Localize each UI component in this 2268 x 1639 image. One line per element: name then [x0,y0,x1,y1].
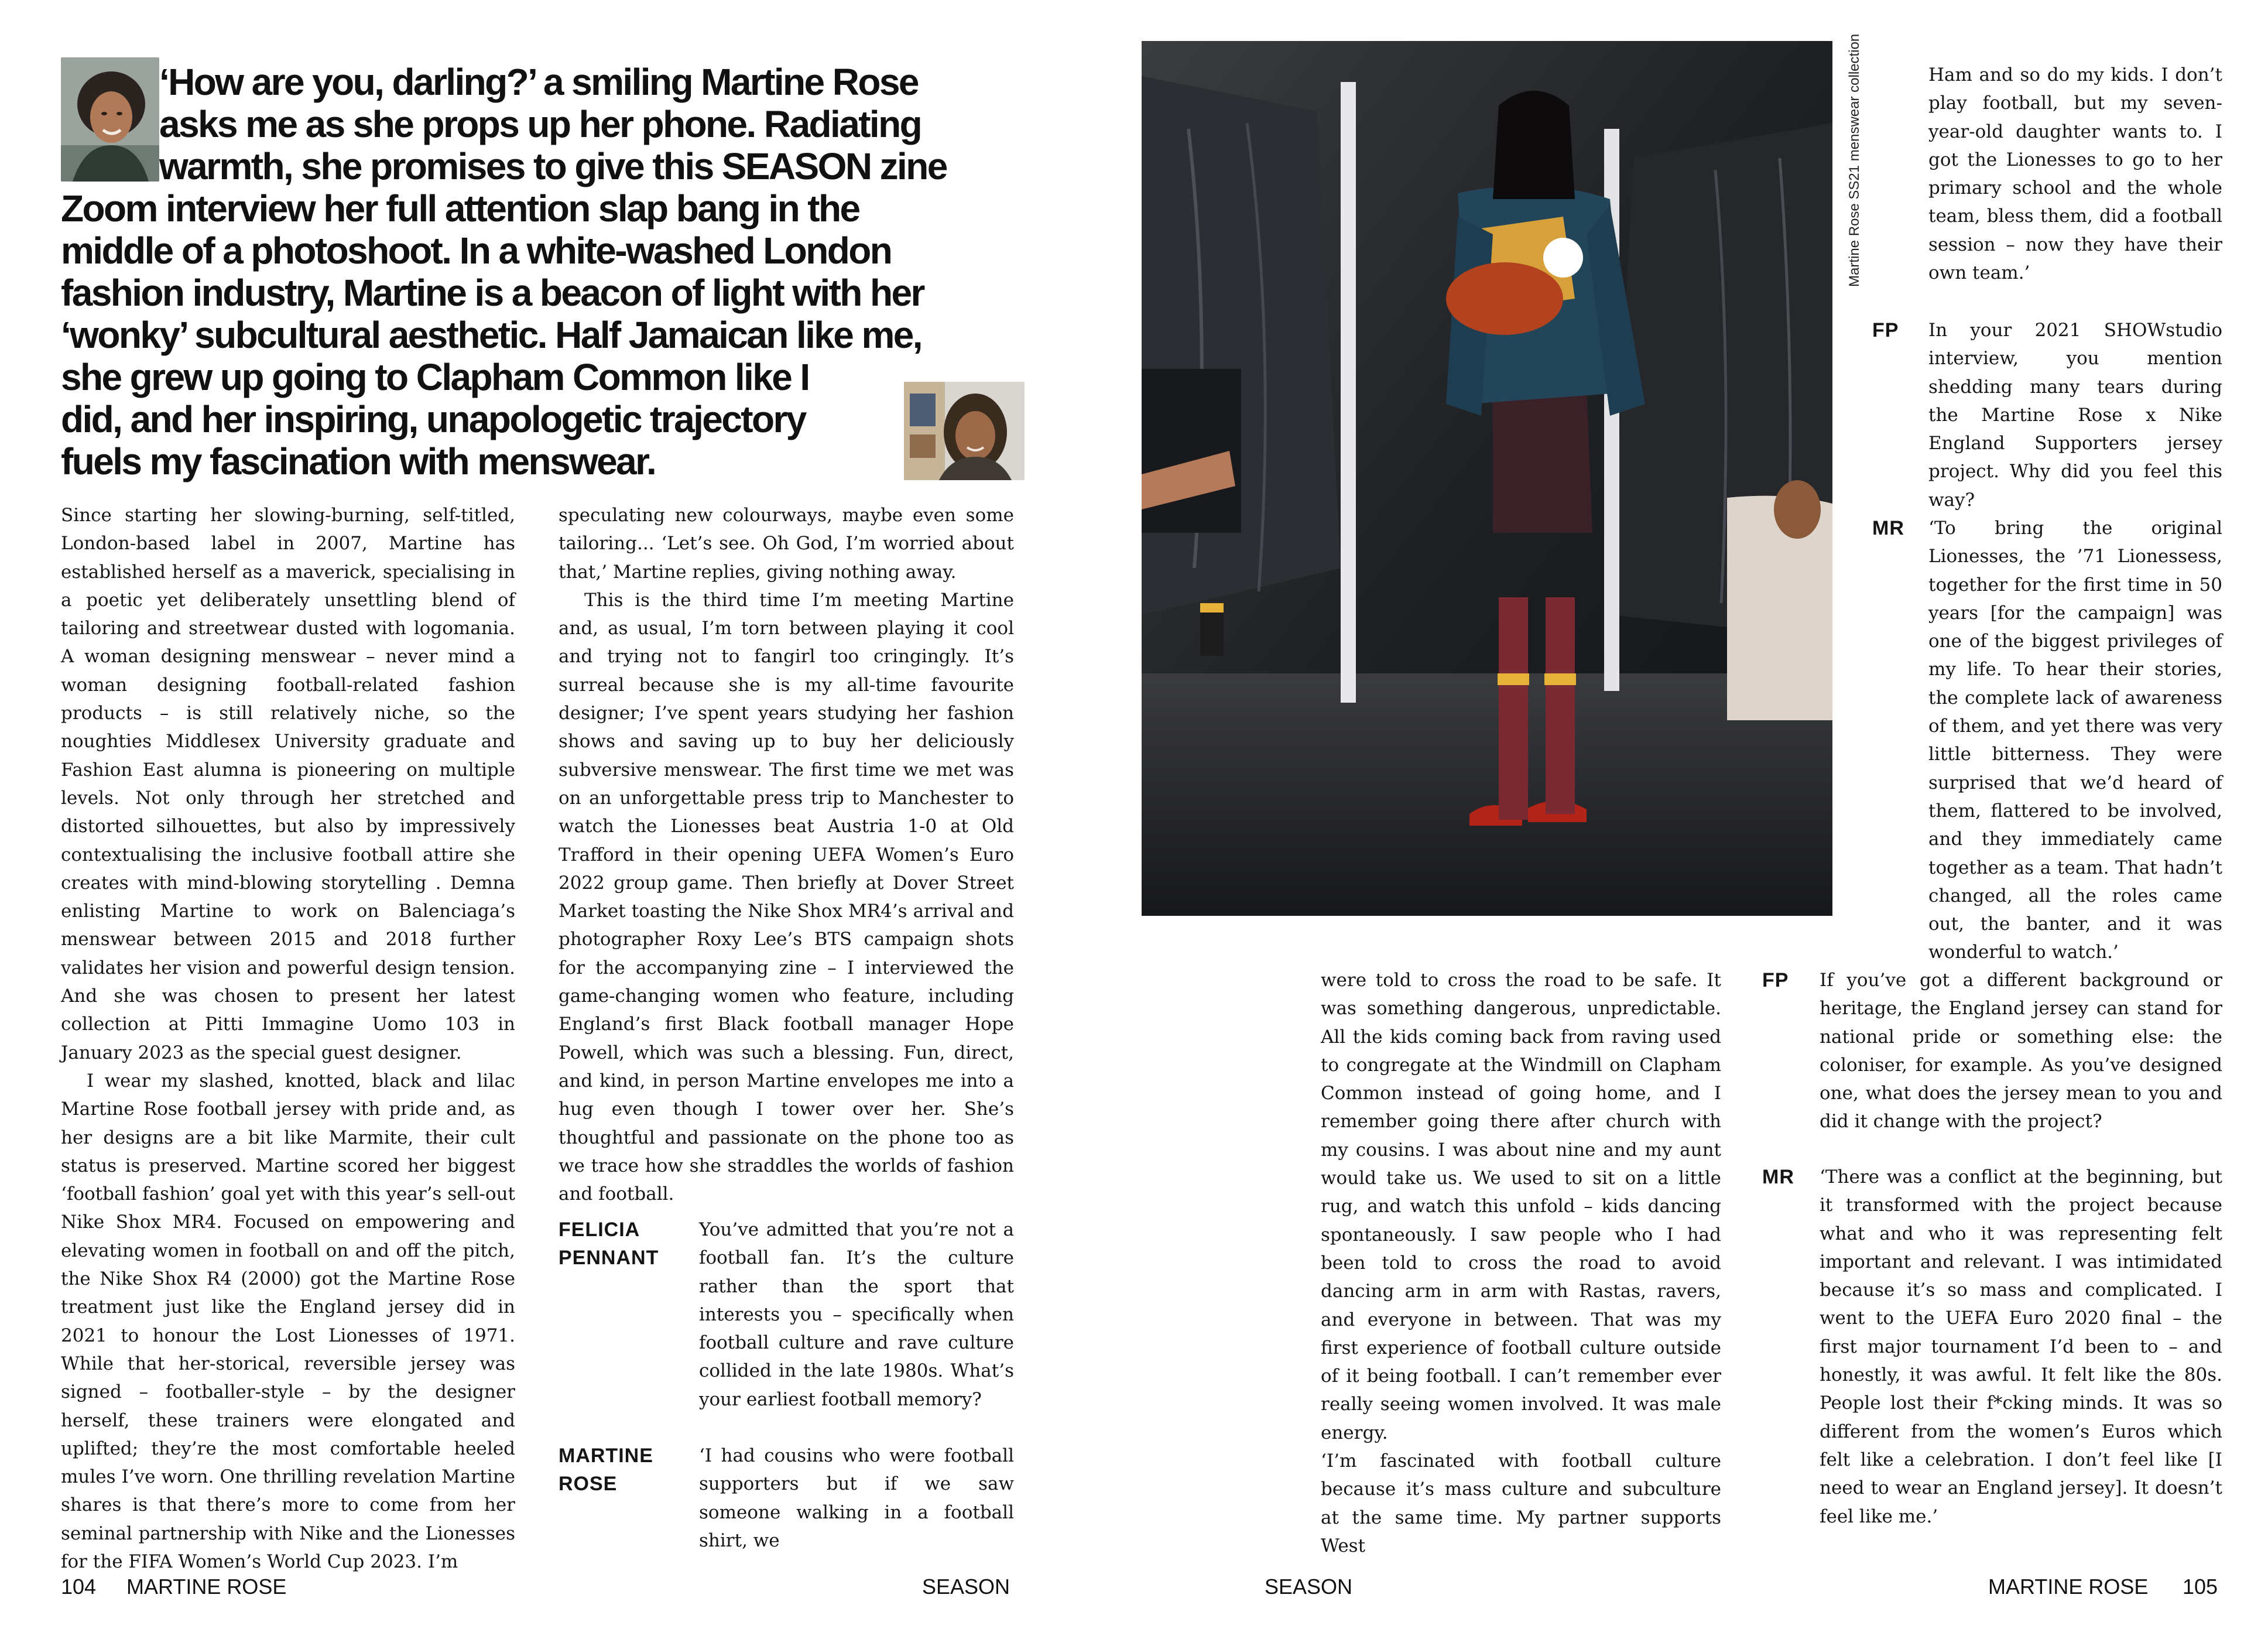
paragraph: ‘I’m fascinated with football culture because it’s mass culture and subculture at the same time. My partner supports West [1321,1450,1721,1556]
running-head-left: MARTINE ROSE [126,1575,287,1599]
answer-text: ‘I had cousins who were football supporters but if we saw someone walking in a football shirt, we [699,1445,1014,1551]
speaker-label-mr: MR [1762,1166,1794,1188]
body-column-2 [559,501,1014,1208]
speaker-label-felicia-pennant: FELICIA PENNANT [559,1219,659,1269]
intro-line: middle of a photoshoot. In a white-washed London [61,230,892,272]
intro-line: warmth, she promises to give this SEASON zine [159,145,947,187]
question-text: You’ve admitted that you’re not a football fan. It’s the culture rather than the sport that interests you – specifically when football culture and rave culture collided in the late 1980s. What’s your earliest football memory? [699,1219,1014,1410]
speaker-label-mr: MR [1872,517,1904,539]
paragraph: Since starting her slowing-burning, self-titled, London-based label in 2007, Martine has established herself as a maverick, specialising in a poetic yet deliberately unsettling blend of tailoring and streetwear dusted with logomania. A woman designing menswear – never mind a woman designing football-related fashion products – is still relatively niche, so the noughties Middlesex University graduate and Fashion East alumna is pioneering on multiple levels. Not only through her stretched and distorted silhouettes, but also by impressively contextualising the inclusive football attire she creates with mind-blowing storytelling . Demna enlisting Martine to work on Balenciaga’s menswear between 2015 and 2018 further validates her vision and powerful design tension. And she was chosen to present her latest collection at Pitti Immagine Uomo 103 in January 2023 as the special guest designer. [61,505,515,1063]
intro-line: fashion industry, Martine is a beacon of light with her [61,272,924,314]
body-column-1 [61,501,515,1576]
intro-line: ‘How are you, darling?’ a smiling Martine Rose [159,61,918,103]
photo-credit: Martine Rose SS21 menswear collection [1846,33,1862,287]
right-column-bottom-left [1321,966,1721,1560]
speaker-label-martine-rose: MARTINE ROSE [559,1445,653,1495]
answer-text: ‘To bring the original Lionesses, the ’71 Lionessess, together for the first time in 50 years [for the campaign] was one of the biggest privileges of my life. To hear their stories, the complete lack of awareness of them, and yet there was very little bitterness. They were surprised that we’d heard of them, flattered to be involved, and they immediately came together as a team. That hadn’t changed, all the roles came out, the banter, and it was wonderful to watch.’ [1928,518,2222,963]
paragraph: This is the third time I’m meeting Martine and, as usual, I’m torn between playing it cool and trying not to fangirl too cringingly. It’s surreal because she is my all-time favourite designer; I’ve spent years studying her fashion shows and saving up to buy her deliciously subversive menswear. The first time we met was on an unforgettable press trip to Manchester to watch the Lionesses beat Austria 1-0 at Old Trafford in their opening UEFA Women’s Euro 2022 group game. Then briefly at Dover Street Market toasting the Nike Shox MR4’s arrival and photographer Roxy Lee’s BTS campaign shots for the accompanying zine – I interviewed the game-changing women who feature, including England’s first Black football manager Hope Powell, which was such a blessing. Fun, direct, and kind, in person Martine envelopes me into a hug even though I tower over her. She’s thoughtful and passionate on the phone too as we trace how she straddles the worlds of fashion and football. [559,589,1014,1205]
question-text: If you’ve got a different background or heritage, the England jersey can stand for national pride or something else: the coloniser, for example. As you’ve designed one, what does the jersey mean to you and did it change with the project? [1820,970,2222,1132]
page-number-right: 105 [2183,1575,2218,1599]
page-number-left: 104 [61,1575,97,1599]
intro-line: asks me as she props up her phone. Radiating [159,103,921,145]
intro-line: ‘wonky’ subcultural aesthetic. Half Jamaican like me, [61,314,921,356]
running-head-right: MARTINE ROSE [1988,1575,2149,1599]
intro-line: she grew up going to Clapham Common like I [61,356,809,398]
intro-line: did, and her inspiring, unapologetic trajectory [61,398,806,440]
running-head-season-left: SEASON [922,1575,1010,1599]
paragraph: were told to cross the road to be safe. It was something dangerous, unpredictable. All the kids coming back from raving used to congregate at the Windmill on Clapham Common instead of going home, and I remember going there after church with my cousins. I was about nine and my aunt would take us. We used to sit on a little rug, and watch this unfold – kids dancing spontaneously. I saw people who I had been told to cross the road to avoid dancing arm in arm with Rastas, ravers, and everyone in between. That was my first experience of football culture outside of it being football. I can’t remember ever really seeing women involved. It was male energy. [1321,970,1721,1443]
paragraph: speculating new colourways, maybe even some tailoring... ‘Let’s see. Oh God, I’m worried about that,’ Martine replies, giving nothing away. [559,505,1014,583]
answer-text: ‘There was a conflict at the beginning, but it transformed with the project because what and who it was representing felt important and relevant. I was intimidated because it’s so mass and complicated. I went to the UEFA Euro 2020 final – the first major tournament I’d been to – and honestly, it was awful. It felt like the 80s. People lost their f*cking minds. It was so different from the women’s Euros which felt like a celebration. I don’t feel like [I need to wear an England jersey]. It doesn’t feel like me.’ [1820,1166,2222,1527]
intro-standfirst [61,61,1033,483]
intro-line: fuels my fascination with menswear. [61,440,656,483]
running-head-season-right: SEASON [1265,1575,1353,1599]
speaker-label-fp: FP [1762,969,1789,991]
speaker-label-fp: FP [1872,319,1899,341]
right-column-top-continuation: Ham and so do my kids. I don’t play football, but my seven-year-old daughter wants to. I got the Lionesses to go to her primary school and the whole team, bless them, did a football session – now they have their own team.’ [1928,64,2222,284]
model-photograph [1142,41,1832,916]
paragraph: I wear my slashed, knotted, black and lilac Martine Rose football jersey with pride and, as her designs are a bit like Marmite, their cult status is preserved. Martine scored her biggest ‘football fashion’ goal yet with this year’s sell-out Nike Shox MR4. Focused on empowering and elevating women in football on and off the pitch, the Nike Shox R4 (2000) got the Martine Rose treatment just like the England jersey did in 2021 to honour the Lost Lionesses of 1971. While that her-storical, reversible jersey was signed – footballer-style – by the designer herself, these trainers were elongated and uplifted; they’re the most comfortable heeled mules I’ve worn. One thrilling revelation Martine shares is that there’s more to come from her seminal partnership with Nike and the Lionesses for the FIFA Women’s World Cup 2023. I’m [61,1070,515,1572]
intro-line: Zoom interview her full attention slap bang in the [61,187,859,230]
question-text: In your 2021 SHOWstudio interview, you mention shedding many tears during the Martine Rose x Nike England Supporters jersey project. Why did you feel this way? [1928,320,2222,511]
